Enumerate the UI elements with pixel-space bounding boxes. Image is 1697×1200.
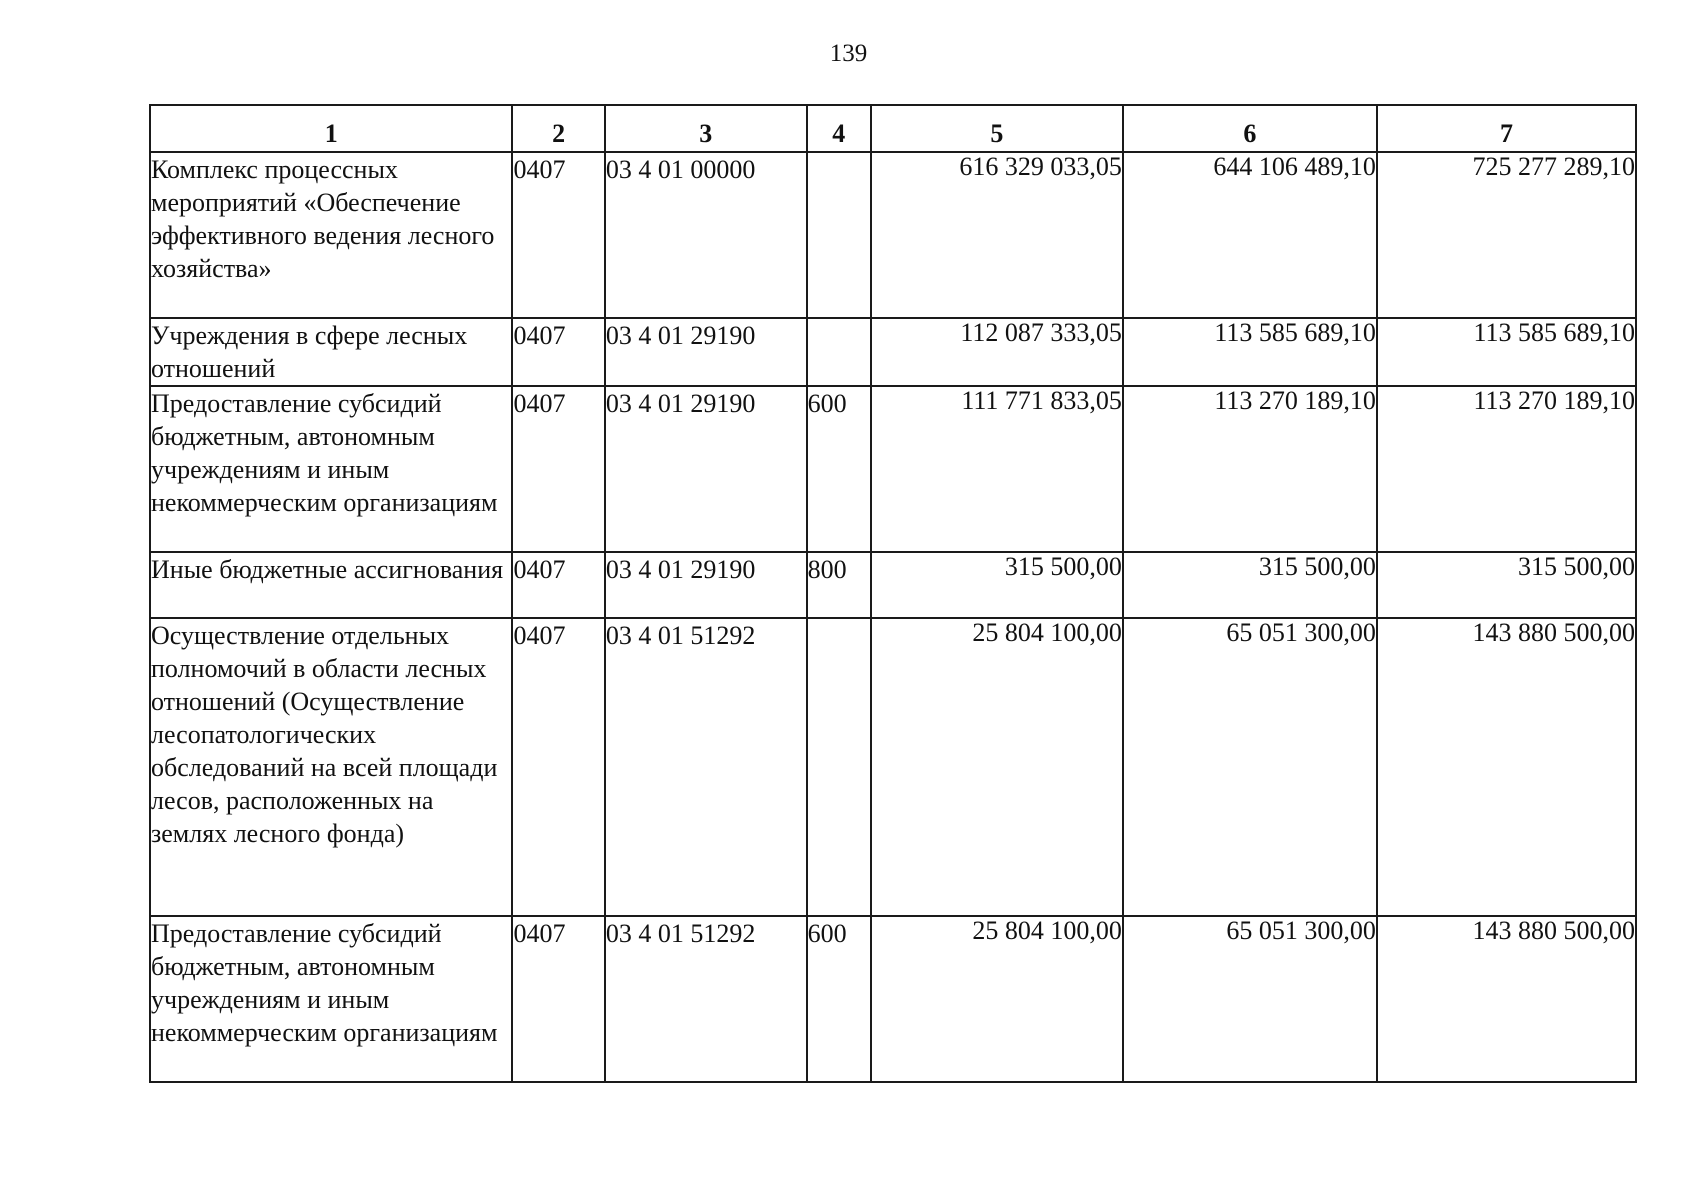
column-header-6: 6 [1123,105,1377,152]
row-section: 0407 [512,386,604,552]
row-target-article: 03 4 01 29190 [605,552,807,618]
row-name: Иные бюджетные ассигнования [150,552,512,618]
row-name: Комплекс процессных мероприятий «Обеспечение эффективного ведения лесного хозяйства» [150,152,512,318]
amount-value: 65 051 300,00 [1226,618,1376,647]
row-amount-1 [871,318,1123,386]
column-header-7: 7 [1377,105,1636,152]
table-row [150,618,1636,916]
row-amount-3 [1377,318,1636,386]
amount-value: 644 106 489,10 [1213,152,1376,181]
row-amount-3 [1377,916,1636,1082]
amount-value: 111 771 833,05 [961,386,1122,415]
row-target-article: 03 4 01 00000 [605,152,807,318]
column-header-4: 4 [807,105,871,152]
row-expense-type: 600 [807,386,871,552]
row-section: 0407 [512,318,604,386]
column-header-3: 3 [605,105,807,152]
row-name: Предоставление субсидий бюджетным, автономным учреждениям и иным некоммерческим организациям [150,386,512,552]
amount-value: 113 585 689,10 [1214,318,1376,347]
row-section: 0407 [512,552,604,618]
row-amount-1 [871,916,1123,1082]
row-amount-2 [1123,916,1377,1082]
amount-value: 315 500,00 [1258,552,1376,581]
row-expense-type [807,318,871,386]
amount-value: 25 804 100,00 [972,618,1122,647]
table-row [150,916,1636,1082]
row-amount-1 [871,386,1123,552]
row-amount-3 [1377,552,1636,618]
row-expense-type [807,618,871,916]
row-expense-type: 600 [807,916,871,1082]
amount-value: 143 880 500,00 [1472,916,1635,945]
row-name: Осуществление отдельных полномочий в области лесных отношений (Осуществление лесопатологических обследований на всей площади лесов, расположенных на землях лесного фонда) [150,618,512,916]
table-row [150,318,1636,386]
row-expense-type [807,152,871,318]
row-section: 0407 [512,916,604,1082]
row-target-article: 03 4 01 29190 [605,318,807,386]
row-amount-2 [1123,318,1377,386]
header-row [150,105,1636,152]
table-row [150,552,1636,618]
amount-value: 113 585 689,10 [1473,318,1635,347]
row-target-article: 03 4 01 51292 [605,618,807,916]
amount-value: 616 329 033,05 [959,152,1122,181]
table-row [150,152,1636,318]
row-target-article: 03 4 01 29190 [605,386,807,552]
amount-value: 315 500,00 [1518,552,1635,581]
budget-table [149,104,1637,1083]
row-section: 0407 [512,152,604,318]
row-amount-2 [1123,552,1377,618]
amount-value: 143 880 500,00 [1472,618,1635,647]
table-row [150,386,1636,552]
row-amount-2 [1123,152,1377,318]
amount-value: 315 500,00 [1004,552,1122,581]
page-number: 139 [829,40,868,67]
row-amount-2 [1123,386,1377,552]
amount-value: 113 270 189,10 [1473,386,1635,415]
amount-value: 112 087 333,05 [960,318,1122,347]
column-header-5: 5 [871,105,1123,152]
row-name: Учреждения в сфере лесных отношений [150,318,512,386]
amount-value: 25 804 100,00 [972,916,1122,945]
row-name: Предоставление субсидий бюджетным, автономным учреждениям и иным некоммерческим организациям [150,916,512,1082]
row-target-article: 03 4 01 51292 [605,916,807,1082]
amount-value: 65 051 300,00 [1226,916,1376,945]
row-amount-1 [871,552,1123,618]
row-amount-3 [1377,386,1636,552]
row-section: 0407 [512,618,604,916]
row-amount-2 [1123,618,1377,916]
column-header-2: 2 [512,105,604,152]
row-amount-1 [871,618,1123,916]
amount-value: 725 277 289,10 [1472,152,1635,181]
row-amount-3 [1377,618,1636,916]
row-amount-1 [871,152,1123,318]
amount-value: 113 270 189,10 [1214,386,1376,415]
row-expense-type: 800 [807,552,871,618]
row-amount-3 [1377,152,1636,318]
column-header-1: 1 [150,105,512,152]
